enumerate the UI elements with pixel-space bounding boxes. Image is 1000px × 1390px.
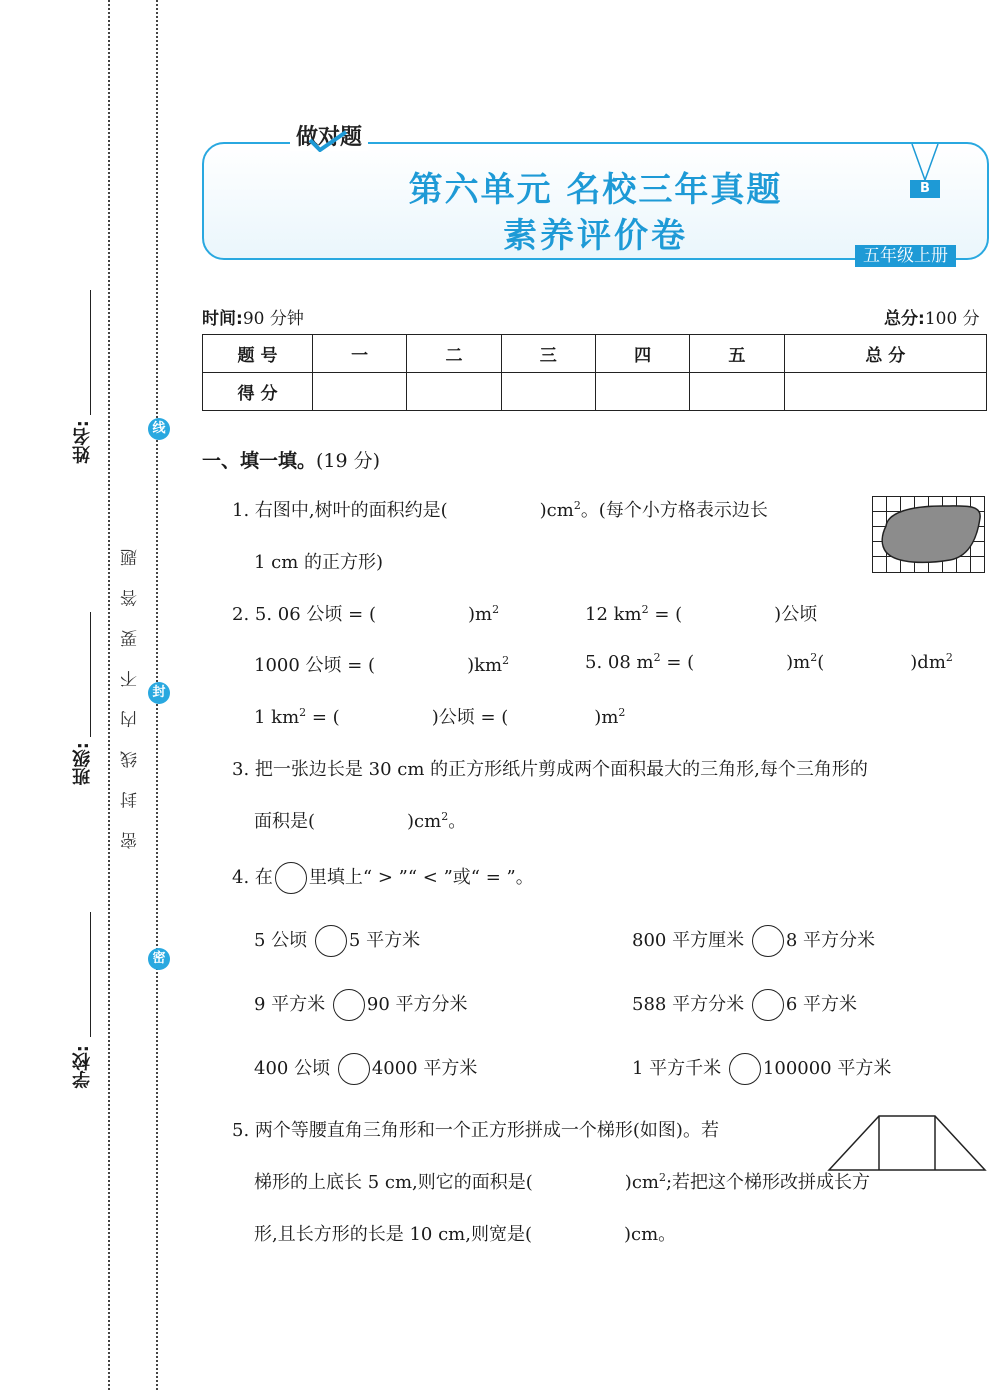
- badge-string-icon: [908, 144, 942, 182]
- score-cell[interactable]: [407, 373, 501, 411]
- question-2-e: 1 $km^2$ = ( )公顷 = ( )$m^2$: [254, 706, 626, 728]
- class-label: 班级:: [72, 742, 93, 786]
- question-2-b: 12 $km^2$ = ( )公顷: [585, 603, 818, 625]
- seal-line-mark: 线: [148, 418, 170, 440]
- leaf-grid-figure: [872, 496, 985, 573]
- compare-circle[interactable]: [333, 989, 365, 1021]
- title-banner: [202, 142, 989, 260]
- exam-subtitle: 素养评价卷: [503, 216, 688, 256]
- seal-warning: 密 封 线 内 不 要 答 题: [121, 540, 141, 849]
- seal-mi-mark: 密: [148, 948, 170, 970]
- school-label: 学校:: [72, 1045, 93, 1089]
- trapezoid-figure: [827, 1114, 987, 1172]
- time-info: [202, 304, 304, 329]
- question-2-d: 5. 08 $m^2$ = ( )$m^2$( )$dm^2$: [585, 651, 953, 673]
- grade-tag: 五年级上册: [855, 245, 956, 267]
- compare-circle[interactable]: [752, 989, 784, 1021]
- cut-line-outer: [108, 0, 110, 1390]
- score-header-row: [203, 335, 987, 373]
- question-4-intro: 4. 在 里填上“ > ”“ < ”或“ = ”。: [232, 862, 534, 894]
- brand-text: 做对题: [296, 125, 363, 150]
- compare-circle[interactable]: [752, 925, 784, 957]
- checkmark-icon: [308, 130, 348, 152]
- section-title: 一、填一填。: [202, 450, 317, 472]
- score-header-cell: 二: [407, 335, 501, 373]
- score-cell[interactable]: [313, 373, 407, 411]
- question-5-line-1: 5. 两个等腰直角三角形和一个正方形拼成一个梯形(如图)。若: [232, 1120, 719, 1141]
- compare-item: 5 公顷 5 平方米: [254, 925, 420, 957]
- question-3-line-1: 3. 把一张边长是 30 cm 的正方形纸片剪成两个面积最大的三角形,每个三角形的: [232, 759, 868, 780]
- question-5-line-2: 梯形的上底长 5 cm,则它的面积是( )$cm^2$;若把这个梯形改拼成长方: [254, 1171, 871, 1193]
- total-label: 总分:: [884, 309, 925, 329]
- compare-item: 588 平方分米 6 平方米: [632, 989, 857, 1021]
- score-cell[interactable]: [784, 373, 986, 411]
- question-2-c: 1000 公顷 = ( )$km^2$: [254, 654, 510, 676]
- seal-feng-mark: 封: [148, 682, 170, 704]
- section-heading: [202, 446, 380, 473]
- compare-item: 9 平方米 90 平方分米: [254, 989, 468, 1021]
- score-cell[interactable]: [501, 373, 595, 411]
- question-2-a: 2. 5. 06 公顷 = ( )$m^2$: [232, 603, 500, 625]
- compare-circle[interactable]: [338, 1053, 370, 1085]
- compare-circle[interactable]: [729, 1053, 761, 1085]
- score-row-label: 得 分: [203, 373, 313, 411]
- score-header-cell: 总 分: [784, 335, 986, 373]
- time-label: 时间:: [202, 309, 243, 329]
- compare-item: 1 平方千米 100000 平方米: [632, 1053, 891, 1085]
- question-5-line-3: 形,且长方形的长是 10 cm,则宽是( )cm。: [254, 1224, 677, 1245]
- score-cell[interactable]: [690, 373, 784, 411]
- score-row: [203, 373, 987, 411]
- score-header-cell: 题 号: [203, 335, 313, 373]
- score-header-cell: 三: [501, 335, 595, 373]
- time-value: 90 分钟: [242, 309, 304, 329]
- score-header-cell: 四: [595, 335, 689, 373]
- score-header-cell: 五: [690, 335, 784, 373]
- circle-icon: [275, 862, 307, 894]
- version-badge: B: [910, 180, 940, 198]
- exam-title: 第六单元 名校三年真题: [408, 170, 783, 210]
- question-1-line-1: 1. 右图中,树叶的面积约是( )$cm^2$。(每个小方格表示边长: [232, 499, 768, 521]
- section-points: (19 分): [316, 450, 381, 472]
- school-write-line[interactable]: [90, 912, 91, 1037]
- compare-circle[interactable]: [315, 925, 347, 957]
- class-write-line[interactable]: [90, 612, 91, 737]
- compare-item: 800 平方厘米 8 平方分米: [632, 925, 875, 957]
- total-value: 100 分: [924, 309, 980, 329]
- compare-item: 400 公顷 4000 平方米: [254, 1053, 477, 1085]
- question-3-line-2: 面积是( )$cm^2$。: [254, 810, 467, 832]
- brand-logo: [290, 120, 368, 151]
- name-label: 姓名:: [72, 420, 93, 464]
- question-1-line-2: 1 cm 的正方形): [254, 552, 384, 573]
- score-table: [202, 334, 987, 411]
- score-cell[interactable]: [595, 373, 689, 411]
- total-info: [884, 304, 980, 329]
- score-header-cell: 一: [313, 335, 407, 373]
- name-write-line[interactable]: [90, 290, 91, 415]
